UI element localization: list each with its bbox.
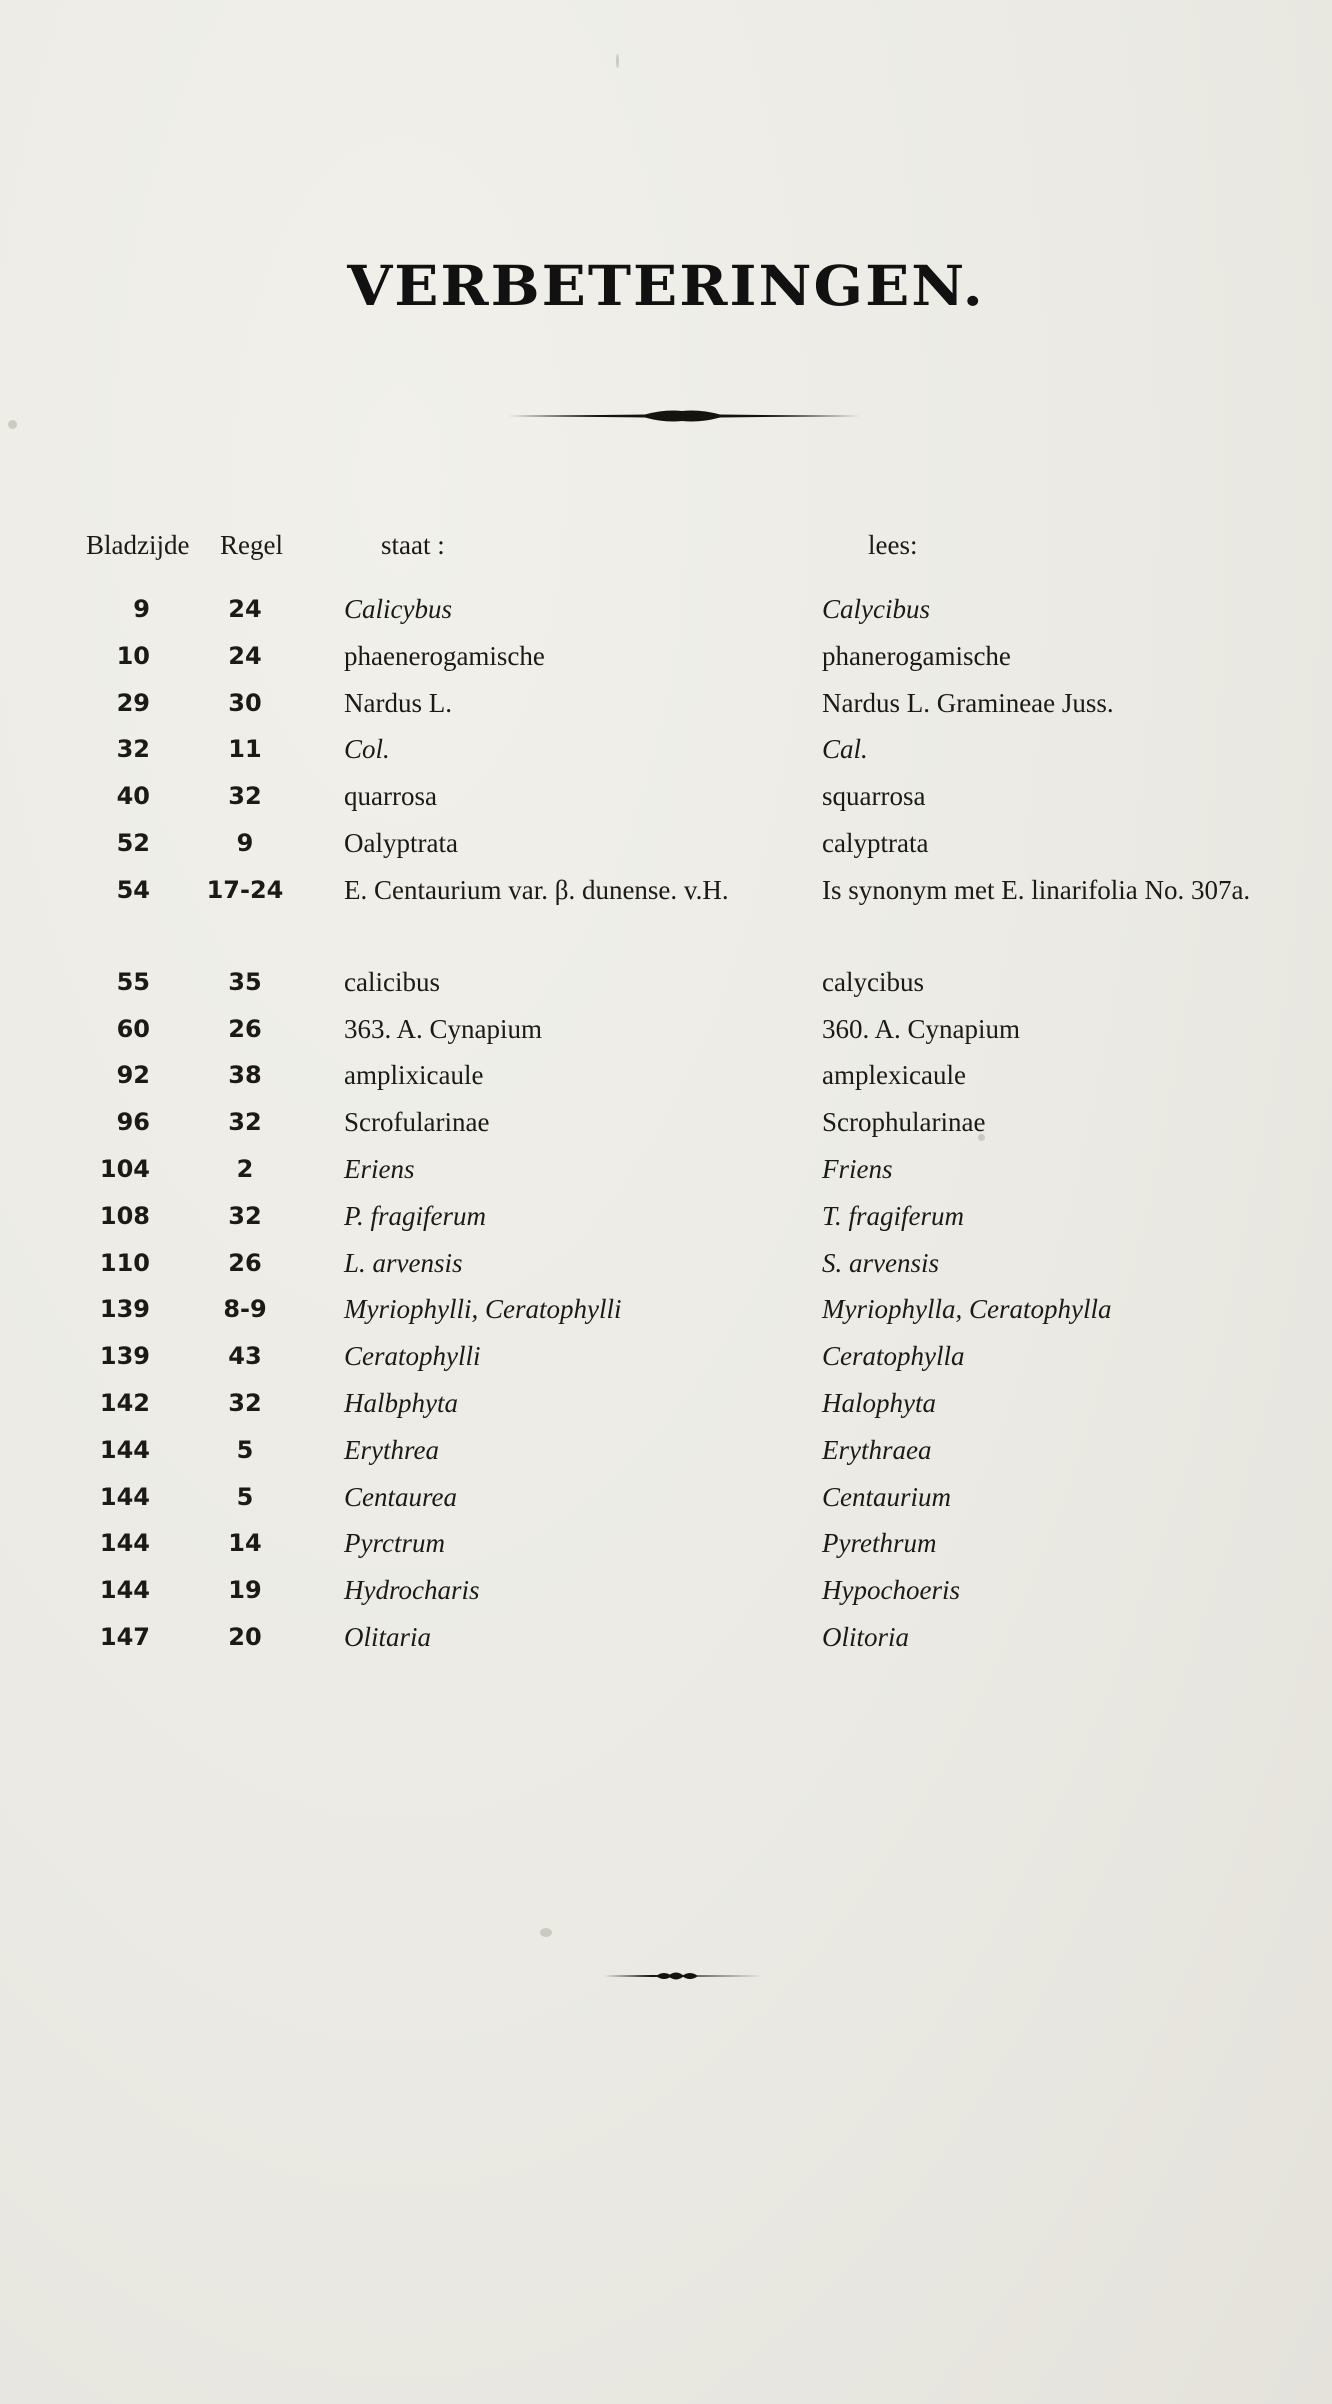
page-title: VERBETERINGEN. bbox=[347, 253, 985, 319]
cell-read: calyptrata bbox=[822, 827, 929, 858]
header-read: lees: bbox=[868, 530, 918, 560]
table-row bbox=[0, 1421, 1332, 1468]
cell-page: 147 bbox=[99, 1622, 150, 1651]
table-row bbox=[0, 1000, 1332, 1047]
table-row bbox=[0, 1327, 1332, 1374]
corrections-table bbox=[0, 580, 1332, 1655]
table-header bbox=[0, 530, 1332, 570]
cell-line: 26 bbox=[228, 1248, 262, 1277]
cell-stated: Olitaria bbox=[344, 1621, 432, 1652]
paper-speck bbox=[8, 420, 17, 429]
cell-page: 139 bbox=[99, 1342, 150, 1371]
table-row bbox=[0, 1187, 1332, 1234]
cell-stated: quarrosa bbox=[344, 781, 437, 812]
cell-stated: E. Centaurium var. β. dunense. v.H. bbox=[344, 874, 729, 905]
cell-page: 52 bbox=[116, 828, 150, 857]
table-row bbox=[0, 580, 1332, 627]
cell-read: Erythraea bbox=[822, 1434, 932, 1465]
cell-line: 35 bbox=[228, 967, 262, 996]
cell-read: Hypochoeris bbox=[822, 1575, 960, 1606]
table-row bbox=[0, 1046, 1332, 1093]
cell-read: Calycibus bbox=[822, 594, 930, 624]
cell-line: 9 bbox=[236, 828, 254, 857]
table-row bbox=[0, 627, 1332, 674]
cell-line: 5 bbox=[236, 1435, 254, 1464]
cell-page: 54 bbox=[116, 875, 150, 904]
cell-page: 92 bbox=[116, 1061, 150, 1090]
cell-page: 110 bbox=[99, 1248, 150, 1277]
cell-read: S. arvensis bbox=[822, 1247, 939, 1278]
cell-page: 40 bbox=[116, 782, 150, 811]
cell-page: 104 bbox=[99, 1154, 150, 1183]
cell-stated: Halbphyta bbox=[344, 1387, 458, 1418]
cell-page: 142 bbox=[99, 1388, 150, 1417]
cell-read: calycibus bbox=[822, 966, 924, 997]
cell-read: Ceratophylla bbox=[822, 1341, 965, 1372]
cell-read: Olitoria bbox=[822, 1621, 910, 1652]
cell-page: 32 bbox=[116, 735, 150, 764]
cell-stated: phaenerogamische bbox=[344, 640, 545, 671]
table-row bbox=[0, 1468, 1332, 1515]
cell-read: squarrosa bbox=[822, 781, 926, 812]
cell-read: 360. A. Cynapium bbox=[822, 1013, 1021, 1044]
cell-line: 32 bbox=[228, 782, 262, 811]
paper-speck bbox=[540, 1928, 552, 1937]
cell-stated: Scrofularinae bbox=[344, 1107, 490, 1138]
table-row bbox=[0, 1234, 1332, 1281]
cell-read: Cal. bbox=[822, 734, 868, 765]
table-row bbox=[0, 953, 1332, 1000]
cell-read: Pyrethrum bbox=[822, 1528, 937, 1559]
cell-stated: Erythrea bbox=[344, 1434, 439, 1465]
table-row bbox=[0, 861, 1332, 953]
table-row bbox=[0, 1608, 1332, 1655]
cell-line: 19 bbox=[228, 1576, 262, 1605]
cell-stated: P. fragiferum bbox=[344, 1200, 487, 1231]
cell-page: 144 bbox=[99, 1576, 150, 1605]
ornamental-rule-bottom bbox=[604, 1966, 764, 1986]
cell-read: amplexicaule bbox=[822, 1060, 966, 1091]
cell-read: Is synonym met E. linarifolia No. 307a. bbox=[822, 874, 1251, 905]
cell-stated: Pyrctrum bbox=[344, 1528, 445, 1559]
cell-page: 139 bbox=[99, 1295, 150, 1324]
cell-line: 8-9 bbox=[223, 1295, 267, 1324]
cell-stated: Nardus L. bbox=[344, 687, 452, 718]
table-row bbox=[0, 1280, 1332, 1327]
cell-page: 144 bbox=[99, 1529, 150, 1558]
cell-page: 96 bbox=[116, 1108, 150, 1137]
cell-page: 144 bbox=[99, 1435, 150, 1464]
cell-stated: Hydrocharis bbox=[344, 1575, 480, 1606]
table-row bbox=[0, 1561, 1332, 1608]
cell-line: 32 bbox=[228, 1108, 262, 1137]
cell-read: Friens bbox=[822, 1153, 893, 1184]
cell-read: Nardus L. Gramineae Juss. bbox=[822, 687, 1114, 718]
cell-line: 26 bbox=[228, 1014, 262, 1043]
cell-stated: Col. bbox=[344, 734, 390, 765]
header-page: Bladzijde bbox=[86, 530, 190, 560]
cell-stated: L. arvensis bbox=[344, 1247, 463, 1278]
paper-speck bbox=[616, 54, 619, 68]
cell-stated: Calicybus bbox=[344, 594, 452, 624]
cell-stated: 363. A. Cynapium bbox=[344, 1013, 543, 1044]
cell-page: 144 bbox=[99, 1482, 150, 1511]
cell-line: 14 bbox=[228, 1529, 262, 1558]
cell-line: 32 bbox=[228, 1201, 262, 1230]
cell-line: 30 bbox=[228, 688, 262, 717]
cell-stated: calicibus bbox=[344, 966, 440, 997]
cell-read: Myriophylla, Ceratophylla bbox=[822, 1294, 1112, 1325]
cell-line: 38 bbox=[228, 1061, 262, 1090]
cell-read: Centaurium bbox=[822, 1481, 952, 1512]
cell-stated: amplixicaule bbox=[344, 1060, 484, 1091]
cell-stated: Myriophylli, Ceratophylli bbox=[344, 1294, 622, 1325]
cell-read: Halophyta bbox=[822, 1387, 936, 1418]
cell-line: 32 bbox=[228, 1388, 262, 1417]
cell-page: 10 bbox=[116, 641, 150, 670]
cell-line: 17-24 bbox=[206, 875, 284, 904]
cell-read: phanerogamische bbox=[822, 640, 1011, 671]
cell-stated: Centaurea bbox=[344, 1481, 457, 1512]
cell-line: 43 bbox=[228, 1342, 262, 1371]
table-row bbox=[0, 1374, 1332, 1421]
cell-page: 9 bbox=[133, 595, 150, 623]
table-row bbox=[0, 814, 1332, 861]
cell-page: 108 bbox=[99, 1201, 150, 1230]
cell-line: 2 bbox=[236, 1154, 254, 1183]
header-line: Regel bbox=[220, 530, 283, 560]
table-row bbox=[0, 1093, 1332, 1140]
cell-line: 24 bbox=[228, 595, 262, 623]
cell-page: 60 bbox=[116, 1014, 150, 1043]
cell-read: T. fragiferum bbox=[822, 1200, 965, 1231]
cell-line: 5 bbox=[236, 1482, 254, 1511]
cell-page: 55 bbox=[116, 967, 150, 996]
cell-stated: Oalyptrata bbox=[344, 827, 458, 858]
cell-read: Scrophularinae bbox=[822, 1107, 986, 1138]
cell-stated: Ceratophylli bbox=[344, 1341, 481, 1372]
cell-page: 29 bbox=[116, 688, 150, 717]
table-row bbox=[0, 720, 1332, 767]
cell-line: 24 bbox=[228, 641, 262, 670]
table-row bbox=[0, 1514, 1332, 1561]
cell-line: 11 bbox=[228, 735, 262, 764]
cell-stated: Eriens bbox=[344, 1153, 415, 1184]
header-stated: staat : bbox=[381, 530, 445, 560]
cell-line: 20 bbox=[228, 1622, 262, 1651]
ornamental-rule-top bbox=[505, 406, 860, 426]
table-row bbox=[0, 1140, 1332, 1187]
table-row bbox=[0, 674, 1332, 721]
table-row bbox=[0, 767, 1332, 814]
